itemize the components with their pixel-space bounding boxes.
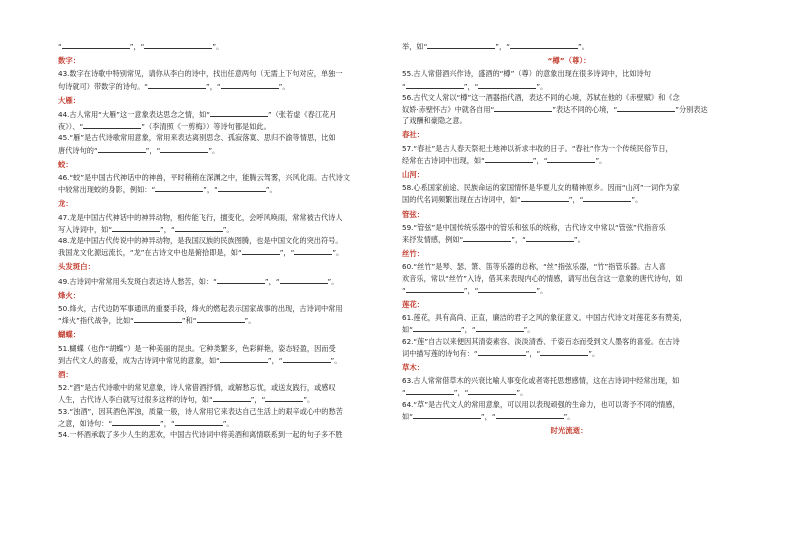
question-58-line-1: 58.心系国家前途、民族命运的家国情怀是华夏儿女的精神原乡。因而“山河”一词作为家 xyxy=(402,183,680,193)
question-47-line-1: 47.龙是中国古代神话中的神异动物，相传能飞行，擅变化，会呼风唤雨，常常被古代诗人 xyxy=(58,212,343,222)
question-63-line-2: “ ”，“ ”。 xyxy=(402,388,528,398)
heading-shanhe: 山河： xyxy=(402,170,425,180)
question-62-line-2: 词中描写莲的诗句有：“ ”，“ ”。 xyxy=(402,348,600,358)
question-57-line-2: 经常在古诗词中出现，如“ ”，“ ”。 xyxy=(402,155,607,165)
heading-long: 龙： xyxy=(58,199,73,209)
question-45-line-1: 45.“雁”是古代诗歌常用意象，常用来表达离别思念、孤寂落寞、思归不渝等情思，比如 xyxy=(58,133,336,143)
question-55-line-2: “ ”，“ ”。 xyxy=(402,81,548,91)
heading-caomu: 草木： xyxy=(402,363,425,373)
question-63-line-1: 63.古人常常借草木的兴衰比喻人事变化或者寄托思想感情，这在古诗词中经常出现，如 xyxy=(402,376,680,386)
question-48-line-1: 48.龙是中国古代传说中的神异动物，是我国汉族的民族图腾，也是中国文化的突出符号。 xyxy=(58,236,343,246)
question-43-line-1: 43.数字在诗歌中特别常见，请你从李白的诗中，找出任意两句（无需上下句对应，单独一 xyxy=(58,69,343,79)
question-59-line-2: 来抒发情感，例如“ ”，“ ”。 xyxy=(402,235,585,245)
question-49: 49.古诗词中常常用头发斑白表达诗人愁苦，如：“ ”，“ ”。 xyxy=(58,276,339,286)
question-50-line-2: “烽火”指代战争，比如“ ”和“ ”。 xyxy=(58,316,256,326)
heading-zun: “樽”（尊）： xyxy=(547,56,591,66)
heading-jiu: 酒： xyxy=(58,370,73,380)
question-56-line-2: 奴娇·赤壁怀古》中就各自用“ ”表达不同的心境，“ ”分别表达 xyxy=(402,105,708,115)
heading-jiao: 蛟： xyxy=(58,159,73,169)
heading-shiguang: 时光流逝： xyxy=(550,426,588,436)
heading-toufa: 头发斑白： xyxy=(58,262,95,272)
heading-sizhu: 丝竹： xyxy=(402,249,425,259)
question-53-line-1: 53.“浊酒”，因其酒色浑浊，质量一般，诗人常用它来表达自己生活上的艰辛或心中的愁苦 xyxy=(58,406,343,416)
heading-dayan: 大雁： xyxy=(58,95,81,105)
question-44-line-2: 夜》）、“ ”（李清照《一剪梅》）等诗句都是如此。 xyxy=(58,122,271,132)
question-51-line-1: 51.蝴蝶（也作“胡蝶”）是一种美丽的昆虫。它种类繁多，色彩鲜艳，姿态轻盈，因而受 xyxy=(58,343,336,353)
question-60-line-3: “ ”，“ ”。 xyxy=(402,285,548,295)
right-column xyxy=(402,40,736,438)
question-57-line-1: 57.“春社”是古人春天祭祀土地神以祈求丰收的日子。“春社”作为一个传统民俗节日， xyxy=(402,143,673,153)
question-42-tail: “ ”，“ ”。 xyxy=(58,42,224,51)
question-52-line-2: 人生，古代诗人李白就写过很多这样的诗句，如“ ”，“ ”。 xyxy=(58,395,315,405)
question-45-line-2: 唐代诗句的“ ”，“ ”。 xyxy=(58,145,220,155)
heading-chunshe: 春社： xyxy=(402,130,425,140)
question-51-line-2: 到古代文人的喜爱，成为古诗词中常见的意象，如“ ”，“ ”。 xyxy=(58,355,342,365)
heading-fenghuo: 烽火： xyxy=(58,290,81,300)
question-44-line-1: 44.古人常用“大雁”这一意象表达思念之情，如“ ”（张若虚《春江花月 xyxy=(58,110,337,120)
question-59-line-1: 59.“管弦”是中国传统乐器中的管乐和弦乐的统称，古代诗文中常以“管弦”代指音乐 xyxy=(402,222,666,232)
question-64-line-1: 64.“草”是古代文人的常用意象，可以用以表现顽强的生命力，也可以寄予不同的情感， xyxy=(402,399,680,409)
question-60-line-1: 60.“丝竹”是琴、瑟、箫、笛等乐器的总称，“丝”指弦乐器，“竹”指管乐器。古人喜 xyxy=(402,262,666,272)
heading-lianhua: 莲花： xyxy=(402,300,425,310)
question-62-line-1: 62.“莲”自古以来便因其清姿素容、淡淡清香、千姿百态而受到文人墨客的喜爱。在古诗 xyxy=(402,336,680,346)
question-64-line-2: 如“ ”，“ ”。 xyxy=(402,411,575,421)
question-56-line-1: 56.古代文人常以“樽”这一酒器指代酒，表达不同的心境，苏轼在他的《赤壁赋》和《念 xyxy=(402,92,680,102)
heading-guanxian: 管弦： xyxy=(402,209,425,219)
question-61-line-1: 61.莲花，具有高尚、正直，廉洁的君子之风的象征意义。中国古代诗文对莲花多有赞美， xyxy=(402,313,687,323)
question-58-line-2: 国的代名词频繁出现在古诗词中，如“ ”，“ ”。 xyxy=(402,195,643,205)
question-48-line-2: 我国龙文化源远流长，“龙”在古诗文中也是俯拾即是，如“ ”，“ ”。 xyxy=(58,248,344,258)
heading-shuzi: 数字： xyxy=(58,56,81,66)
question-47-line-2: 写入诗词中，如“ ”，“ ”。 xyxy=(58,224,234,234)
question-61-line-2: 如“ ”，“ ”。 xyxy=(402,325,535,335)
question-46-line-1: 46.“蛟”是中国古代神话中的神兽，平时稍稍在深渊之中，能腾云驾雾，兴风化雨。古代诗文 xyxy=(58,173,351,183)
heading-hudie: 蝴蝶： xyxy=(58,330,81,340)
question-43-line-2: 句诗就可）带数字的诗句。“ ”，“ ”。 xyxy=(58,81,290,91)
question-60-line-2: 欢音乐，常以“丝竹”入诗，借其来表现内心的情感，请写出包含这一意象的唐代诗句，如 xyxy=(402,273,683,283)
question-54-line-1: 54.一杯酒承载了多少人生的悲欢，中国古代诗词中将美酒和离情联系到一起的句子多不胜 xyxy=(58,430,343,440)
question-56-line-3: 了戏酬和豪隐之意。 xyxy=(402,116,467,126)
question-53-line-2: 之意，如诗句：“ ”，“ ”。 xyxy=(58,418,234,428)
question-50-line-1: 50.烽火，古代边防军事通讯的重要手段，烽火的燃起表示国家战事的出现，古诗词中常用 xyxy=(58,304,343,314)
question-46-line-2: 中较常出现蛟的身影，例如：“ ”，“ ”。 xyxy=(58,185,277,195)
question-52-line-1: 52.“酒”是古代诗歌中的常见意象，诗人常借酒抒情，或解愁忘忧，或送友践行，或感叹 xyxy=(58,383,336,393)
left-column xyxy=(58,40,390,440)
question-54-tail: 举，如“ ”，“ ”。 xyxy=(402,42,589,51)
question-55-line-1: 55.古人常借酒兴作诗，盛酒的“樽”（尊）的意象出现在很多诗词中，比如诗句 xyxy=(402,69,651,79)
